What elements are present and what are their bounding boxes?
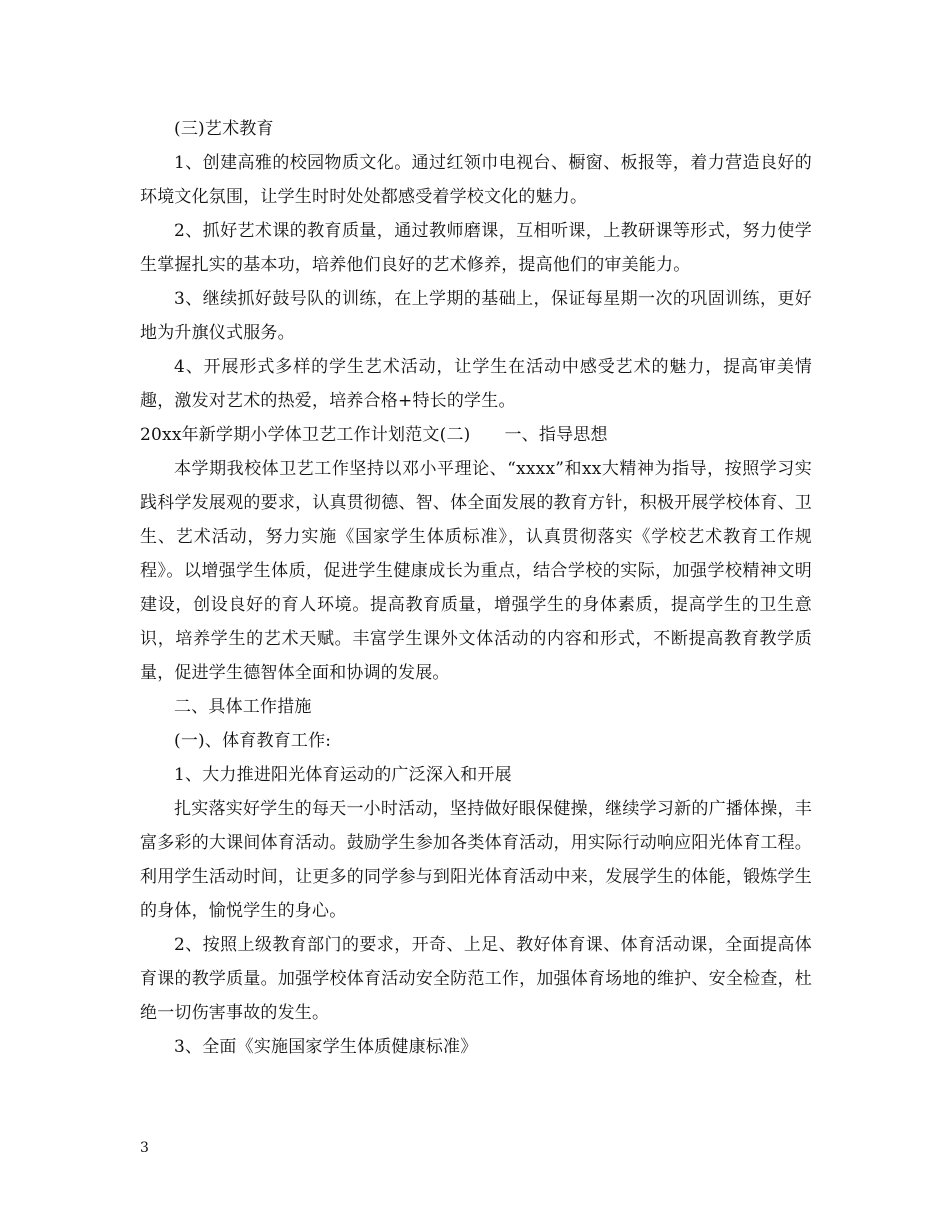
item-heading-sunshine-sports: 1、大力推进阳光体育运动的广泛深入和开展 [174,765,512,785]
page-number: 3 [140,1140,149,1156]
paragraph-daily-activity: 扎实落实好学生的每天一小时活动，坚持做好眼保健操，继续学习新的广播体操，丰富多彩的大课间体育活动。鼓励学生参加各类体育活动，用实际行动响应阳光体育工程。利用学生活动时间，让更多的同学参与到阳光体育活动中来，发展学生的体能，锻炼学生的身体，愉悦学生的身心。 [140,799,812,921]
item-heading-fitness-standard: 3、全面《实施国家学生体质健康标准》 [174,1037,478,1057]
paragraph-pe-quality: 2、按照上级教育部门的要求，开奇、上足、教好体育课、体育活动课，全面提高体育课的教学质量。加强学校体育活动安全防范工作，加强体育场地的维护、安全检查，杜绝一切伤害事故的发生。 [140,935,812,1023]
paragraph-drum-team: 3、继续抓好鼓号队的训练，在上学期的基础上，保证每星期一次的巩固训练，更好地为升旗仪式服务。 [140,289,812,343]
document-title: 20xx年新学期小学体卫艺工作计划范文(二) [140,425,471,445]
paragraph-art-activities: 4、开展形式多样的学生艺术活动，让学生在活动中感受艺术的魅力，提高审美情趣，激发对艺术的热爱，培养合格+特长的学生。 [140,357,812,411]
subsection-heading-pe: (一)、体育教育工作: [174,731,332,751]
paragraph-campus-culture: 1、创建高雅的校园物质文化。通过红领巾电视台、橱窗、板报等，着力营造良好的环境文化氛围，让学生时时处处都感受着学校文化的魅力。 [140,153,812,207]
section-heading-art-education: (三)艺术教育 [174,119,274,139]
section-heading-measures: 二、具体工作措施 [174,697,312,717]
paragraph-guiding-thought: 本学期我校体卫艺工作坚持以邓小平理论、“xxxx”和xx大精神为指导，按照学习实践科学发展观的要求，认真贯彻德、智、体全面发展的教育方针，积极开展学校体育、卫生、艺术活动，努力实施《国家学生体质标准》，认真贯彻落实《学校艺术教育工作规程》。以增强学生体质，促进学生健康成长为重点，结合学校的实际，加强学校精神文明建设，创设良好的育人环境。提高教育质量，增强学生的身体素质，提高学生的卫生意识，培养学生的艺术天赋。丰富学生课外文体活动的内容和形式，不断提高教育教学质量，促进学生德智体全面和协调的发展。 [140,459,812,683]
document-body [140,112,812,1064]
document-heading-line [140,418,812,452]
guiding-thought-heading: 一、指导思想 [504,425,608,445]
paragraph-art-class-quality: 2、抓好艺术课的教育质量，通过教师磨课，互相听课，上教研课等形式，努力使学生掌握扎实的基本功，培养他们良好的艺术修养，提高他们的审美能力。 [140,221,812,275]
